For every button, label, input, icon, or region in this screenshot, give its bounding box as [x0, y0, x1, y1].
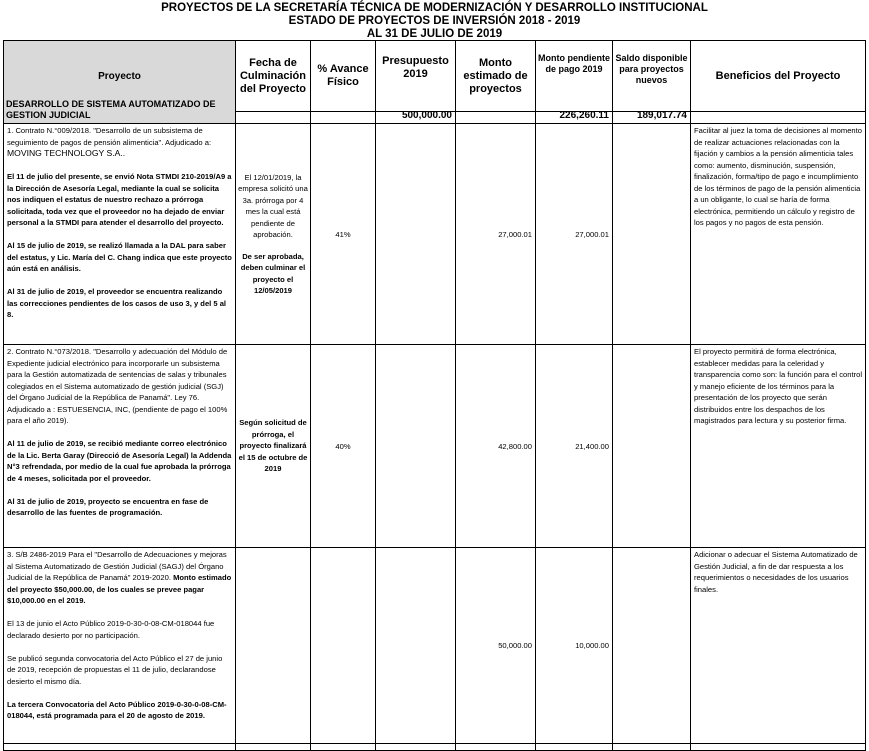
project-fecha — [236, 548, 311, 744]
project-description — [4, 124, 236, 345]
project-desc-p3: Se publicó segunda convocatoria del Acto Público el 27 de junio de 2019, recepción de propuestas el 11 de julio, declarandose desierto el mismo día. — [7, 653, 223, 686]
project-vendor: MOVING TECHNOLOGY S.A.. — [7, 148, 126, 158]
table-row — [4, 345, 866, 548]
header-proyecto: Proyecto — [4, 41, 236, 112]
cut-cell — [456, 744, 536, 751]
project-desc-p1b: Monto estimado del proyecto $50,000.00, de los cuales se prevee pagar $10,000.00 en el 2019. — [7, 573, 232, 605]
project-desc-p2: El 11 de julio del presente, se envió Nota STMDI 210-2019/A9 a la Dirección de Asesoría Legal, mediante la cual se solicita nos indiquen el estatus de nuestro rechazo a prórroga solicitada, toda vez que el proveedor no ha dejado de enviar personal a la STMDI para atender el desarrollo del proyecto. — [7, 172, 232, 227]
project-desc-p2: El 13 de junio el Acto Público 2019-0-30-0-08-CM-018044 fue declarado desierto por no participación. — [7, 619, 215, 640]
project-desc-p4: La tercera Convocatoria del Acto Público 2019-0-30-0-08-CM-018044, está programada para el 20 de agosto de 2019. — [7, 699, 227, 720]
project-avance — [311, 548, 376, 744]
cut-cell — [311, 744, 376, 751]
header-presupuesto-label: Presupuesto 2019 — [382, 55, 449, 80]
project-fecha-p1: El 12/01/2019, la empresa solicitó una 3a. prórroga por 4 mes la cual está pendiente de aprobación. — [238, 172, 308, 239]
report-titles — [0, 2, 869, 41]
project-saldo — [613, 345, 691, 548]
project-monto-pendiente: 10,000.00 — [536, 548, 613, 744]
section-monto-pendiente: 226,260.11 — [536, 97, 613, 124]
section-presupuesto: 500,000.00 — [376, 97, 456, 124]
project-saldo — [613, 548, 691, 744]
project-presupuesto — [376, 124, 456, 345]
section-name-cell — [4, 97, 236, 124]
project-fecha-p2: De ser aprobada, deben culminar el proyecto el 12/05/2019 — [240, 251, 306, 295]
project-beneficios: Facilitar al juez la toma de decisiones al momento de realizar actuaciones relacionadas con la fijación y cambios a la pensión alimenticia tales como: aumento, disminución, suspensión, finalización, forma/tipo de pago e incumplimiento de los términos de pago de la pensión alimenticia a un obligante, lo cual se haría de forma electrónica, permitiendo un cálculo y registro de los pagos y no pagos de esta pensión. — [691, 124, 866, 345]
project-beneficios: Adicionar o adecuar el Sistema Automatizado de Gestión Judicial, a fin de dar respuesta a los requerimientos o necesidades de los usuarios finales. — [691, 548, 866, 744]
project-monto-estimado: 42,800.00 — [456, 345, 536, 548]
project-monto-pendiente: 27,000.01 — [536, 124, 613, 345]
project-desc-p1: 1. Contrato N.°009/2018. "Desarrollo de un subsistema de seguimiento de pagos de pensión alimenticia". Adjudicado a: — [7, 126, 212, 147]
report-subtitle: ESTADO DE PROYECTOS DE INVERSIÓN 2018 - 2019 — [288, 15, 581, 27]
project-desc-p3: Al 15 de julio de 2019, se realizó llamada a la DAL para saber del estatus, y Lic. María del C. Chang indica que este proyecto aún está en análisis. — [7, 241, 232, 273]
project-avance: 40% — [311, 345, 376, 548]
project-monto-estimado: 27,000.01 — [456, 124, 536, 345]
project-presupuesto — [376, 548, 456, 744]
project-monto-estimado: 50,000.00 — [456, 548, 536, 744]
projects-body — [3, 97, 866, 751]
table-row — [4, 744, 866, 751]
project-desc-p3: Al 31 de julio de 2019, proyecto se encuentra en fase de desarrollo de las fuentes de programación. — [7, 496, 209, 517]
project-desc-p1: 2. Contrato N.°073/2018. "Desarrollo y adecuación del Módulo de Expediente judicial electrónico para incorporarle un subsistema para la Gestión automatizada de sentencias de salas y tribunales colegiados en el Sistema automatizado de gestión judicial (SGJ) del Órgano Judicial de la República de Panamá". Ley 76. Adjudicado a : ESTUESENCIA, INC, (pendiente de pago el 100% para el año 2019). — [7, 347, 228, 425]
report-title: PROYECTOS DE LA SECRETARÍA TÉCNICA DE MODERNIZACIÓN Y DESARROLLO INSTITUCIONAL — [161, 2, 708, 14]
project-desc-p2: Al 11 de julio de 2019, se recibió mediante correo electrónico de la Lic. Berta Garay (Direcció de Asesoría Legal) la Addenda N°3 refrendada, por medio de la cual fue aprobada la prórroga de 4 meses, solicitada por el proveedor. — [7, 439, 232, 483]
section-title: DESARROLLO DE SISTEMA AUTOMATIZADO DE GESTION JUDICIAL — [6, 99, 216, 120]
project-desc-p1a: 3. S/B 2486-2019 Para el "Desarrollo de Adecuaciones y mejoras al Sistema Automatizado de Gestión Judicial (SAGJ) del Órgano Judicial de la República de Panamá" 2019-2020. — [7, 550, 227, 582]
table-row — [4, 124, 866, 345]
project-fecha — [236, 124, 311, 345]
cut-cell — [236, 744, 311, 751]
cut-cell — [376, 744, 456, 751]
cut-cell — [4, 744, 236, 751]
section-amounts-row — [4, 97, 866, 124]
header-monto-pendiente-label: Monto pendiente de pago 2019 — [538, 53, 610, 74]
report-date: AL 31 DE JULIO DE 2019 — [366, 28, 503, 40]
cut-cell — [536, 744, 613, 751]
section-saldo: 189,017.74 — [613, 97, 691, 124]
project-avance: 41% — [311, 124, 376, 345]
section-monto-estimado-cell — [456, 97, 536, 124]
project-beneficios: El proyecto permitirá de forma electrónica, establecer medidas para la celeridad y transparencia como son: la función para el control y manejo eficiente de los términos para la presentación de los proyecto que serán distribuidos entre los despachos de los magistrados para lectura y su posterior firma. — [691, 345, 866, 548]
header-fecha: Fecha de Culminación del Proyecto — [236, 41, 311, 112]
cut-cell — [613, 744, 691, 751]
project-monto-pendiente: 21,400.00 — [536, 345, 613, 548]
header-beneficios: Beneficios del Proyecto — [691, 41, 866, 112]
project-presupuesto — [376, 345, 456, 548]
section-fecha-cell — [236, 97, 311, 124]
section-beneficios-cell — [691, 97, 866, 124]
cut-cell — [691, 744, 866, 751]
section-avance-cell — [311, 97, 376, 124]
project-desc-p4: Al 31 de julio de 2019, el proveedor se encuentra realizando las correcciones pendientes de los casos de uso 3, y del 5 al 8. — [7, 287, 227, 319]
project-fecha: Según solicitud de prórroga, el proyecto finalizará el 15 de octubre de 2019 — [236, 345, 311, 548]
table-row — [4, 548, 866, 744]
header-saldo-label: Saldo disponible para proyectos nuevos — [615, 53, 688, 85]
header-monto-estimado: Monto estimado de proyectos — [456, 41, 536, 112]
project-description — [4, 345, 236, 548]
header-avance: % Avance Físico — [311, 41, 376, 112]
project-description — [4, 548, 236, 744]
project-saldo — [613, 124, 691, 345]
